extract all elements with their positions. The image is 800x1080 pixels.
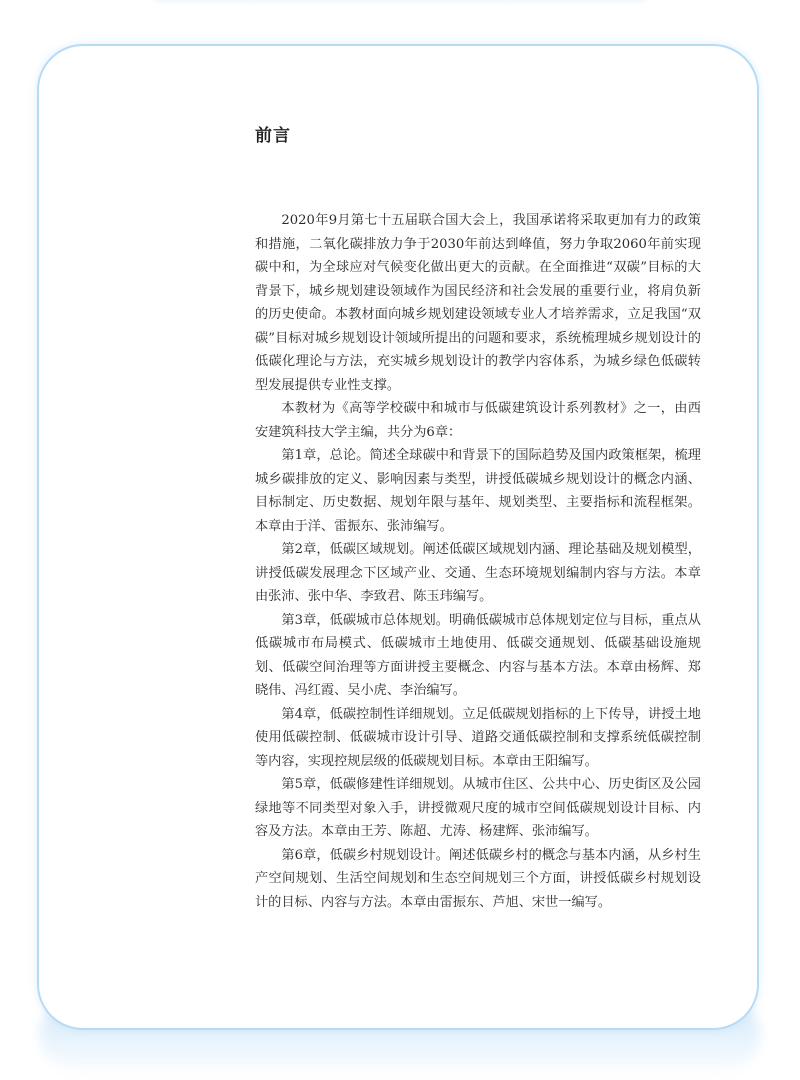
paragraph-chapter-3: 第3章，低碳城市总体规划。明确低碳城市总体规划定位与目标，重点从低碳城市布局模式、低碳城市土地使用、低碳交通规划、低碳基础设施规划、低碳空间治理等方面讲授主要概念、内容与基本方法。本章由杨辉、郑晓伟、冯红霞、吴小虎、李治编写。	[255, 612, 701, 698]
paragraph-chapter-2: 第2章，低碳区域规划。阐述低碳区域规划内涵、理论基础及规划模型，讲授低碳发展理念下区域产业、交通、生态环境规划编制内容与方法。本章由张沛、张中华、李致君、陈玉玮编写。	[255, 542, 701, 604]
paragraph-chapter-6: 第6章，低碳乡村规划设计。阐述低碳乡村的概念与基本内涵，从乡村生产空间规划、生活空间规划和生态空间规划三个方面，讲授低碳乡村规划设计的目标、内容与方法。本章由雷振东、芦旭、宋世一编写。	[255, 847, 701, 910]
top-decorative-glow	[150, 0, 650, 6]
preface-body	[255, 209, 701, 914]
paragraph-chapter-5: 第5章，低碳修建性详细规划。从城市住区、公共中心、历史街区及公园绿地等不同类型对象入手，讲授微观尺度的城市空间低碳规划设计目标、内容及方法。本章由王芳、陈超、尤涛、杨建辉、张沛编写。	[255, 777, 701, 839]
page-title: 前言	[255, 126, 291, 146]
paragraph-overview: 本教材为《高等学校碳中和城市与低碳建筑设计系列教材》之一，由西安建筑科技大学主编，共分为6章：	[255, 401, 701, 440]
paragraph-chapter-4: 第4章，低碳控制性详细规划。立足低碳规划指标的上下传导，讲授土地使用低碳控制、低碳城市设计引导、道路交通低碳控制和支撑系统低碳控制等内容，实现控规层级的低碳规划目标。本章由王阳编写。	[255, 706, 701, 769]
paragraph-intro: 2020年9月第七十五届联合国大会上，我国承诺将采取更加有力的政策和措施，二氧化碳排放力争于2030年前达到峰值，努力争取2060年前实现碳中和，为全球应对气候变化做出更大的贡献。在全面推进“双碳”目标的大背景下，城乡规划建设领域作为国民经济和社会发展的重要行业，将肩负新的历史使命。本教材面向城乡规划建设领域专业人才培养需求，立足我国“双碳”目标对城乡规划设计领域所提出的问题和要求，系统梳理城乡规划设计的低碳化理论与方法，充实城乡规划设计的教学内容体系，为城乡绿色低碳转型发展提供专业性支撑。	[255, 213, 701, 393]
paragraph-chapter-1: 第1章，总论。简述全球碳中和背景下的国际趋势及国内政策框架，梳理城乡碳排放的定义、影响因素与类型，讲授低碳城乡规划设计的概念内涵、目标制定、历史数据、规划年限与基年、规划类型、主要指标和流程框架。本章由于洋、雷振东、张沛编写。	[255, 448, 701, 534]
